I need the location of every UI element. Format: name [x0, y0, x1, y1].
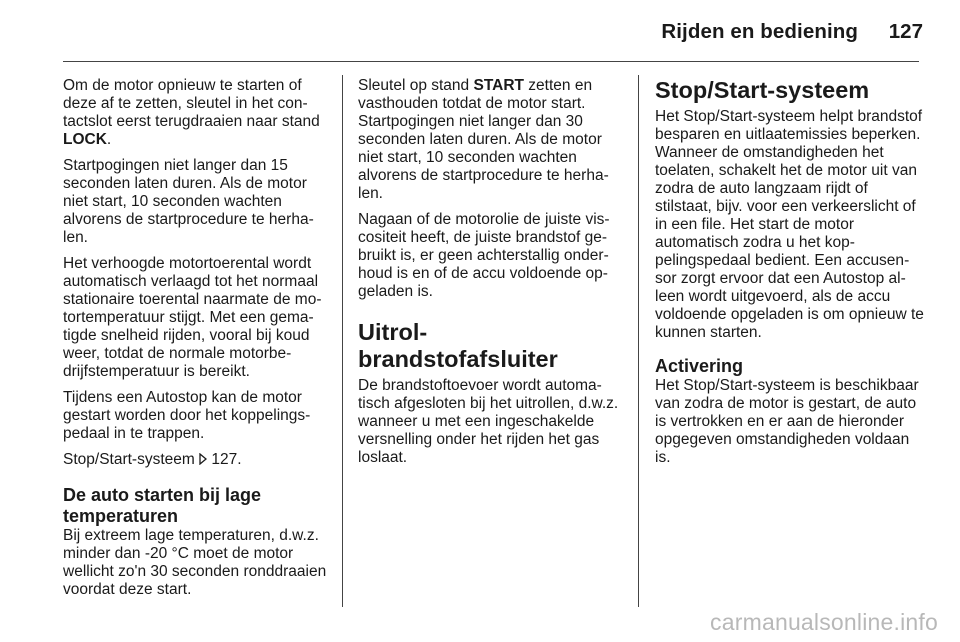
paragraph-fuel-cutoff: De brandstoftoevoer wordt automatisch afgesloten bij het uitrollen, d.w.z. wanneer u met een ingeschakelde versnelling onder het rijden het gas loslaat. [358, 377, 619, 466]
column-middle [358, 77, 626, 475]
paragraph-stop-start: Het Stop/Start-systeem helpt brandstof besparen en uitlaatemissies beperken. Wanneer de omstandigheden het toelaten, schakelt het de motor uit van zodra de auto langzaam rijdt of stilstaat, bijv. voor een verkeerslicht of in een file. Het start de motor automatisch zodra u het koppelingspedaal bedient. Een accusensor zorgt ervoor dat een Autostop alleen wordt uitgevoerd, als de accu voldoende opgeladen is om opnieuw te kunnen starten. [655, 108, 924, 341]
paragraph-idle-speed: Het verhoogde motortoerental wordt automatisch verlaagd tot het normaal stationaire toerental naarmate de motortemperatuur stijgt. Met een gematigde snelheid rijden, vooral bij koud weer, totdat de normale motorbedrijfstemperatuur is bereikt. [63, 255, 322, 380]
paragraph-key-start: Sleutel op stand START zetten en vasthouden totdat de motor start. Startpogingen niet langer dan 30 seconden laten duren. Als de motor niet start, 10 seconden wachten alvorens de startprocedure te herhalen. [358, 77, 609, 202]
paragraph-check-oil: Nagaan of de motorolie de juiste viscositeit heeft, de juiste brandstof gebruikt is, er geen achterstallig onderhoud is en of de accu voldoende opgeladen is. [358, 211, 610, 300]
column-right [655, 77, 925, 475]
heading-fuel-cutoff: Uitrol-brandstofafsluiter [358, 319, 558, 372]
header-divider [63, 61, 919, 62]
column-divider-1 [342, 75, 343, 607]
paragraph-activation: Het Stop/Start-systeem is beschikbaar van zodra de motor is gestart, de auto is vertrokken en er aan de hieronder opgegeven omstandigheden voldaan is. [655, 377, 919, 466]
page-reference-icon [199, 451, 207, 469]
heading-activation: Activering [655, 356, 744, 376]
key-position-lock: LOCK [63, 131, 107, 148]
heading-stop-start: Stop/Start-systeem [655, 77, 870, 103]
column-left [63, 77, 333, 607]
paragraph-autostop: Tijdens een Autostop kan de motor gestart worden door het koppelingspedaal in te trappen. [63, 389, 311, 442]
cross-reference-stop-start[interactable]: Stop/Start-systeem 127. [63, 451, 242, 468]
watermark: carmanualsonline.info [710, 609, 938, 635]
page-number: 127 [888, 20, 923, 43]
page-header [0, 0, 960, 60]
column-divider-2 [638, 75, 639, 607]
paragraph-cold-start: Bij extreem lage temperaturen, d.w.z. minder dan -20 °C moet de motor wellicht zo'n 30 seconden ronddraaien voordat deze start. [63, 527, 327, 598]
key-position-start: START [473, 77, 524, 94]
paragraph-start-attempts: Startpogingen niet langer dan 15 seconden laten duren. Als de motor niet start, 10 seconden wachten alvorens de startprocedure te herhalen. [63, 157, 314, 246]
chapter-title: Rijden en bediening [661, 20, 858, 43]
heading-cold-start: De auto starten bij lage temperaturen [63, 485, 262, 526]
paragraph-restart: Om de motor opnieuw te starten of deze af te zetten, sleutel in het contactslot eerst terugdraaien naar stand LOCK. [63, 77, 320, 148]
